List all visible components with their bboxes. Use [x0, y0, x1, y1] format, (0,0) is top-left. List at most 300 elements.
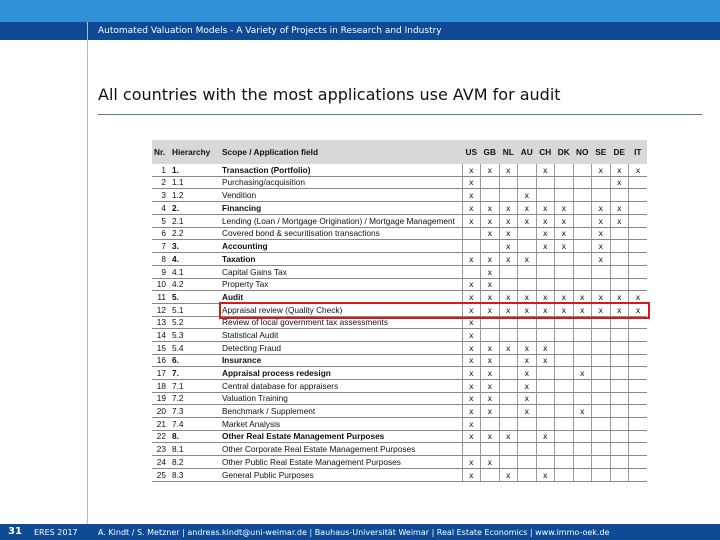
mark-cell — [481, 329, 500, 342]
mark-cell: x — [462, 380, 481, 393]
mark-cell: x — [481, 430, 500, 443]
mark-cell: x — [610, 202, 629, 215]
row-nr: 25 — [152, 468, 170, 481]
row-scope: Financing — [220, 202, 462, 215]
mark-cell — [481, 468, 500, 481]
mark-cell: x — [499, 303, 518, 316]
mark-cell — [629, 468, 648, 481]
mark-cell — [536, 405, 555, 418]
row-scope: Accounting — [220, 240, 462, 253]
row-hierarchy: 7.4 — [170, 418, 220, 431]
row-scope: Valuation Training — [220, 392, 462, 405]
row-scope: Review of local government tax assessments — [220, 316, 462, 329]
table-row — [152, 253, 647, 266]
mark-cell: x — [518, 253, 537, 266]
mark-cell: x — [499, 164, 518, 176]
header-country: NO — [573, 140, 592, 164]
table-header — [152, 140, 647, 164]
mark-cell — [499, 329, 518, 342]
mark-cell — [592, 468, 611, 481]
mark-cell: x — [536, 354, 555, 367]
mark-cell: x — [610, 176, 629, 189]
table-row — [152, 354, 647, 367]
row-scope: Audit — [220, 291, 462, 304]
mark-cell — [518, 443, 537, 456]
table-row — [152, 418, 647, 431]
mark-cell — [555, 468, 574, 481]
mark-cell: x — [462, 418, 481, 431]
mark-cell: x — [499, 468, 518, 481]
mark-cell: x — [462, 316, 481, 329]
header-country: DE — [610, 140, 629, 164]
top-bar — [0, 0, 720, 22]
mark-cell: x — [462, 468, 481, 481]
mark-cell: x — [592, 291, 611, 304]
mark-cell: x — [462, 405, 481, 418]
mark-cell: x — [518, 202, 537, 215]
table-row — [152, 265, 647, 278]
row-hierarchy: 7.2 — [170, 392, 220, 405]
row-nr: 10 — [152, 278, 170, 291]
mark-cell — [555, 189, 574, 202]
mark-cell — [481, 176, 500, 189]
table-row — [152, 176, 647, 189]
mark-cell — [536, 329, 555, 342]
mark-cell — [518, 176, 537, 189]
mark-cell — [555, 278, 574, 291]
mark-cell — [610, 418, 629, 431]
mark-cell: x — [536, 202, 555, 215]
mark-cell: x — [555, 240, 574, 253]
mark-cell: x — [592, 214, 611, 227]
row-nr: 7 — [152, 240, 170, 253]
mark-cell — [555, 329, 574, 342]
mark-cell — [610, 468, 629, 481]
table-row — [152, 392, 647, 405]
mark-cell: x — [481, 202, 500, 215]
mark-cell — [462, 265, 481, 278]
row-hierarchy: 5.4 — [170, 341, 220, 354]
row-nr: 15 — [152, 341, 170, 354]
row-nr: 19 — [152, 392, 170, 405]
mark-cell — [610, 329, 629, 342]
mark-cell: x — [499, 291, 518, 304]
mark-cell — [573, 354, 592, 367]
mark-cell — [592, 456, 611, 469]
mark-cell — [629, 240, 648, 253]
row-scope: Appraisal process redesign — [220, 367, 462, 380]
row-nr: 23 — [152, 443, 170, 456]
mark-cell: x — [629, 164, 648, 176]
mark-cell — [592, 265, 611, 278]
mark-cell: x — [462, 392, 481, 405]
row-hierarchy: 5.1 — [170, 303, 220, 316]
mark-cell: x — [462, 367, 481, 380]
mark-cell — [573, 227, 592, 240]
mark-cell — [499, 392, 518, 405]
mark-cell — [536, 265, 555, 278]
mark-cell: x — [573, 291, 592, 304]
mark-cell — [592, 354, 611, 367]
mark-cell — [518, 329, 537, 342]
footer-bar — [0, 524, 720, 540]
row-hierarchy: 8. — [170, 430, 220, 443]
mark-cell: x — [536, 341, 555, 354]
mark-cell — [499, 443, 518, 456]
mark-cell: x — [462, 456, 481, 469]
mark-cell — [629, 253, 648, 266]
mark-cell: x — [629, 291, 648, 304]
mark-cell — [629, 443, 648, 456]
header-country: DK — [555, 140, 574, 164]
mark-cell: x — [481, 265, 500, 278]
mark-cell: x — [462, 214, 481, 227]
table-row — [152, 367, 647, 380]
mark-cell: x — [573, 405, 592, 418]
mark-cell: x — [592, 227, 611, 240]
mark-cell — [481, 443, 500, 456]
row-scope: Market Analysis — [220, 418, 462, 431]
header-hierarchy: Hierarchy — [170, 140, 220, 164]
row-hierarchy: 1. — [170, 164, 220, 176]
mark-cell: x — [462, 189, 481, 202]
mark-cell — [555, 392, 574, 405]
mark-cell: x — [518, 291, 537, 304]
mark-cell — [629, 456, 648, 469]
mark-cell — [573, 278, 592, 291]
row-nr: 16 — [152, 354, 170, 367]
mark-cell: x — [536, 468, 555, 481]
mark-cell: x — [518, 354, 537, 367]
mark-cell — [610, 430, 629, 443]
mark-cell: x — [610, 291, 629, 304]
row-scope: Appraisal review (Quality Check) — [220, 303, 462, 316]
row-nr: 14 — [152, 329, 170, 342]
mark-cell: x — [481, 164, 500, 176]
row-hierarchy: 2.2 — [170, 227, 220, 240]
mark-cell — [573, 418, 592, 431]
mark-cell — [592, 392, 611, 405]
mark-cell — [610, 456, 629, 469]
mark-cell: x — [499, 240, 518, 253]
table-row — [152, 405, 647, 418]
mark-cell: x — [481, 214, 500, 227]
mark-cell — [610, 392, 629, 405]
row-nr: 5 — [152, 214, 170, 227]
mark-cell: x — [481, 341, 500, 354]
mark-cell — [629, 214, 648, 227]
mark-cell: x — [462, 176, 481, 189]
mark-cell: x — [499, 430, 518, 443]
mark-cell — [592, 418, 611, 431]
mark-cell — [555, 265, 574, 278]
mark-cell: x — [536, 291, 555, 304]
slide-title: All countries with the most applications use AVM for audit — [98, 85, 561, 104]
mark-cell — [518, 164, 537, 176]
mark-cell — [499, 456, 518, 469]
header-country: SE — [592, 140, 611, 164]
mark-cell — [629, 189, 648, 202]
row-scope: General Public Purposes — [220, 468, 462, 481]
mark-cell — [555, 341, 574, 354]
table-row — [152, 240, 647, 253]
mark-cell — [555, 456, 574, 469]
mark-cell — [518, 430, 537, 443]
mark-cell: x — [462, 303, 481, 316]
mark-cell — [573, 189, 592, 202]
mark-cell — [592, 176, 611, 189]
header-country: NL — [499, 140, 518, 164]
mark-cell — [629, 176, 648, 189]
mark-cell — [573, 176, 592, 189]
row-hierarchy: 2. — [170, 202, 220, 215]
mark-cell — [610, 341, 629, 354]
mark-cell — [481, 240, 500, 253]
mark-cell: x — [481, 227, 500, 240]
row-scope: Covered bond & securitisation transactions — [220, 227, 462, 240]
row-hierarchy: 4.2 — [170, 278, 220, 291]
mark-cell: x — [518, 367, 537, 380]
mark-cell — [629, 278, 648, 291]
mark-cell: x — [462, 341, 481, 354]
header-country: IT — [629, 140, 648, 164]
conference-label: ERES 2017 — [34, 528, 78, 537]
mark-cell: x — [462, 291, 481, 304]
title-rule — [98, 114, 702, 115]
mark-cell: x — [481, 291, 500, 304]
mark-cell — [573, 380, 592, 393]
mark-cell — [555, 367, 574, 380]
mark-cell — [573, 443, 592, 456]
mark-cell — [555, 164, 574, 176]
row-nr: 18 — [152, 380, 170, 393]
mark-cell — [499, 189, 518, 202]
mark-cell: x — [536, 303, 555, 316]
mark-cell — [592, 341, 611, 354]
mark-cell — [610, 265, 629, 278]
mark-cell — [462, 443, 481, 456]
row-hierarchy: 5.3 — [170, 329, 220, 342]
mark-cell: x — [629, 303, 648, 316]
page-number: 31 — [8, 526, 22, 537]
mark-cell: x — [499, 214, 518, 227]
mark-cell — [610, 189, 629, 202]
mark-cell — [481, 189, 500, 202]
mark-cell — [536, 367, 555, 380]
table-row — [152, 164, 647, 176]
mark-cell — [629, 405, 648, 418]
mark-cell: x — [592, 240, 611, 253]
row-hierarchy: 2.1 — [170, 214, 220, 227]
mark-cell — [610, 227, 629, 240]
mark-cell — [629, 227, 648, 240]
mark-cell: x — [592, 303, 611, 316]
mark-cell — [592, 329, 611, 342]
mark-cell: x — [573, 303, 592, 316]
mark-cell: x — [518, 405, 537, 418]
row-hierarchy: 5. — [170, 291, 220, 304]
row-nr: 13 — [152, 316, 170, 329]
mark-cell — [573, 240, 592, 253]
mark-cell — [499, 367, 518, 380]
row-scope: Transaction (Portfolio) — [220, 164, 462, 176]
mark-cell — [536, 418, 555, 431]
row-scope: Purchasing/acquisition — [220, 176, 462, 189]
mark-cell: x — [518, 392, 537, 405]
mark-cell: x — [499, 341, 518, 354]
mark-cell: x — [462, 430, 481, 443]
header-scope: Scope / Application field — [220, 140, 462, 164]
presentation-subtitle: Automated Valuation Models - A Variety of Projects in Research and Industry — [98, 26, 442, 36]
row-hierarchy: 3. — [170, 240, 220, 253]
mark-cell — [573, 430, 592, 443]
mark-cell: x — [462, 202, 481, 215]
mark-cell — [518, 418, 537, 431]
mark-cell: x — [481, 456, 500, 469]
row-scope: Other Real Estate Management Purposes — [220, 430, 462, 443]
mark-cell — [462, 227, 481, 240]
mark-cell: x — [518, 214, 537, 227]
mark-cell — [629, 380, 648, 393]
row-scope: Insurance — [220, 354, 462, 367]
row-nr: 21 — [152, 418, 170, 431]
mark-cell — [518, 468, 537, 481]
mark-cell — [592, 405, 611, 418]
row-hierarchy: 7.3 — [170, 405, 220, 418]
mark-cell — [555, 253, 574, 266]
mark-cell — [592, 189, 611, 202]
row-scope: Central database for appraisers — [220, 380, 462, 393]
table-row — [152, 468, 647, 481]
mark-cell — [629, 202, 648, 215]
mark-cell — [573, 341, 592, 354]
table-row — [152, 214, 647, 227]
row-nr: 24 — [152, 456, 170, 469]
mark-cell — [573, 392, 592, 405]
mark-cell — [592, 430, 611, 443]
row-scope: Benchmark / Supplement — [220, 405, 462, 418]
mark-cell — [610, 278, 629, 291]
mark-cell: x — [499, 227, 518, 240]
mark-cell: x — [481, 380, 500, 393]
row-hierarchy: 8.2 — [170, 456, 220, 469]
mark-cell: x — [555, 303, 574, 316]
footer-credits: A. Kindt / S. Metzner | andreas.kindt@uni-weimar.de | Bauhaus-Universität Weimar | Real Estate Economics | www.immo-oek.de — [98, 528, 610, 537]
mark-cell — [518, 456, 537, 469]
mark-cell — [629, 367, 648, 380]
mark-cell — [536, 176, 555, 189]
mark-cell — [536, 189, 555, 202]
mark-cell — [536, 443, 555, 456]
mark-cell: x — [536, 227, 555, 240]
row-hierarchy: 7. — [170, 367, 220, 380]
mark-cell — [499, 265, 518, 278]
table-row — [152, 189, 647, 202]
mark-cell: x — [481, 303, 500, 316]
row-hierarchy: 4.1 — [170, 265, 220, 278]
mark-cell — [555, 430, 574, 443]
mark-cell — [499, 405, 518, 418]
mark-cell — [555, 418, 574, 431]
mark-cell — [629, 329, 648, 342]
mark-cell — [518, 227, 537, 240]
mark-cell — [573, 329, 592, 342]
mark-cell — [518, 265, 537, 278]
row-hierarchy: 6. — [170, 354, 220, 367]
mark-cell: x — [610, 214, 629, 227]
header-country: GB — [481, 140, 500, 164]
mark-cell — [573, 164, 592, 176]
mark-cell: x — [555, 291, 574, 304]
mark-cell: x — [573, 367, 592, 380]
mark-cell — [555, 380, 574, 393]
mark-cell — [536, 278, 555, 291]
row-nr: 2 — [152, 176, 170, 189]
mark-cell — [518, 240, 537, 253]
table-row — [152, 341, 647, 354]
mark-cell: x — [481, 392, 500, 405]
mark-cell — [555, 443, 574, 456]
mark-cell — [629, 265, 648, 278]
row-hierarchy: 8.3 — [170, 468, 220, 481]
mark-cell: x — [518, 303, 537, 316]
row-nr: 6 — [152, 227, 170, 240]
row-nr: 20 — [152, 405, 170, 418]
mark-cell: x — [481, 354, 500, 367]
mark-cell: x — [536, 430, 555, 443]
header-country: US — [462, 140, 481, 164]
mark-cell: x — [481, 367, 500, 380]
mark-cell — [555, 405, 574, 418]
mark-cell — [555, 354, 574, 367]
mark-cell: x — [518, 341, 537, 354]
row-hierarchy: 5.2 — [170, 316, 220, 329]
mark-cell — [536, 456, 555, 469]
table-row — [152, 278, 647, 291]
mark-cell — [573, 265, 592, 278]
mark-cell — [573, 468, 592, 481]
mark-cell — [499, 380, 518, 393]
row-nr: 4 — [152, 202, 170, 215]
row-nr: 3 — [152, 189, 170, 202]
mark-cell — [536, 253, 555, 266]
mark-cell: x — [592, 253, 611, 266]
mark-cell: x — [592, 202, 611, 215]
mark-cell — [610, 253, 629, 266]
mark-cell — [629, 418, 648, 431]
row-scope: Property Tax — [220, 278, 462, 291]
mark-cell — [481, 418, 500, 431]
row-scope: Taxation — [220, 253, 462, 266]
table-row — [152, 202, 647, 215]
mark-cell — [629, 430, 648, 443]
mark-cell: x — [481, 405, 500, 418]
mark-cell: x — [555, 202, 574, 215]
row-nr: 12 — [152, 303, 170, 316]
mark-cell — [629, 354, 648, 367]
header-nr: Nr. — [152, 140, 170, 164]
mark-cell — [518, 278, 537, 291]
mark-cell: x — [518, 189, 537, 202]
mark-cell — [610, 240, 629, 253]
mark-cell: x — [610, 303, 629, 316]
row-hierarchy: 7.1 — [170, 380, 220, 393]
mark-cell — [610, 380, 629, 393]
row-scope: Other Public Real Estate Management Purposes — [220, 456, 462, 469]
table-row — [152, 329, 647, 342]
mark-cell — [499, 278, 518, 291]
divider — [87, 22, 88, 540]
